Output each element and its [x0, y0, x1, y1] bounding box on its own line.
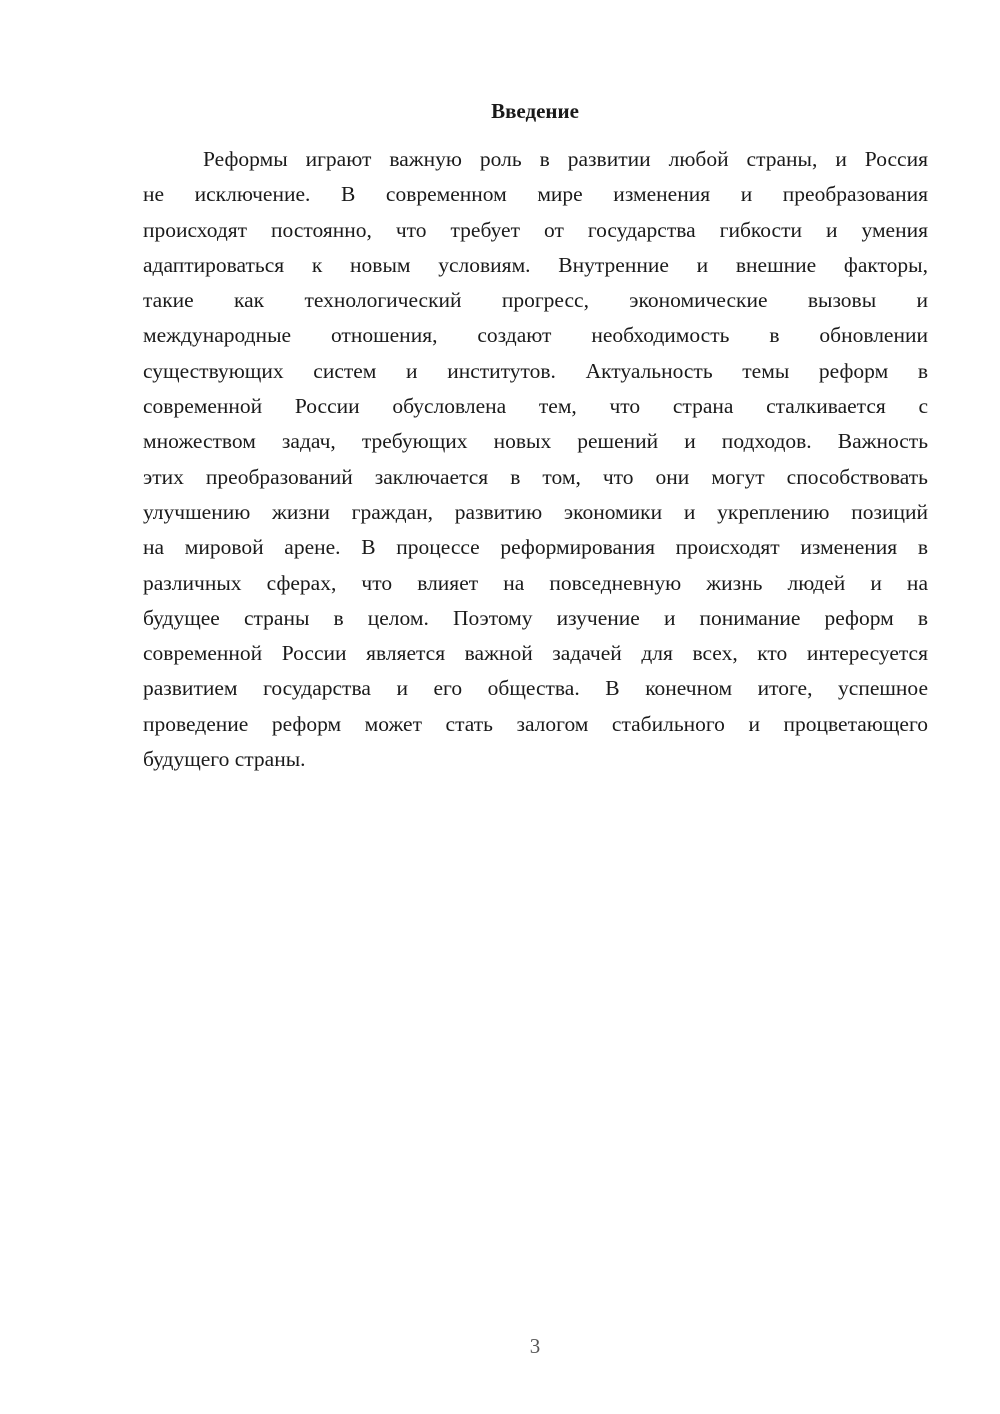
paragraph-line: современной России обусловлена тем, что страна сталкивается с [143, 394, 928, 419]
paragraph-line: Реформы играют важную роль в развитии любой страны, и Россия [203, 147, 928, 171]
paragraph-line: адаптироваться к новым условиям. Внутренние и внешние факторы, [143, 252, 928, 277]
paragraph-line: международные отношения, создают необходимость в обновлении [143, 323, 928, 348]
paragraph-line: этих преобразований заключается в том, что они могут способствовать [143, 464, 928, 489]
paragraph-line: существующих систем и институтов. Актуальность темы реформ в [143, 358, 928, 383]
paragraph-line: развитием государства и его общества. В конечном итоге, успешное [143, 676, 928, 701]
paragraph-line: улучшению жизни граждан, развитию экономики и укреплению позиций [143, 499, 928, 524]
paragraph-line: происходят постоянно, что требует от государства гибкости и умения [143, 217, 928, 242]
paragraph-line: множеством задач, требующих новых решений и подходов. Важность [143, 429, 928, 454]
paragraph-line: будущего страны. [143, 747, 306, 772]
paragraph-line: не исключение. В современном мире изменения и преобразования [143, 182, 928, 207]
page-title: Введение [491, 99, 579, 123]
paragraph-line: современной России является важной задачей для всех, кто интересуется [143, 641, 928, 666]
page-number: 3 [529, 1334, 541, 1358]
paragraph-line: будущее страны в целом. Поэтому изучение и понимание реформ в [143, 605, 928, 630]
paragraph-line: такие как технологический прогресс, экономические вызовы и [143, 288, 928, 313]
paragraph-line: проведение реформ может стать залогом стабильного и процветающего [143, 711, 928, 736]
paragraph-line: различных сферах, что влияет на повседневную жизнь людей и на [143, 570, 928, 595]
intro-paragraph [143, 142, 928, 777]
paragraph-line: на мировой арене. В процессе реформирования происходят изменения в [143, 535, 928, 560]
